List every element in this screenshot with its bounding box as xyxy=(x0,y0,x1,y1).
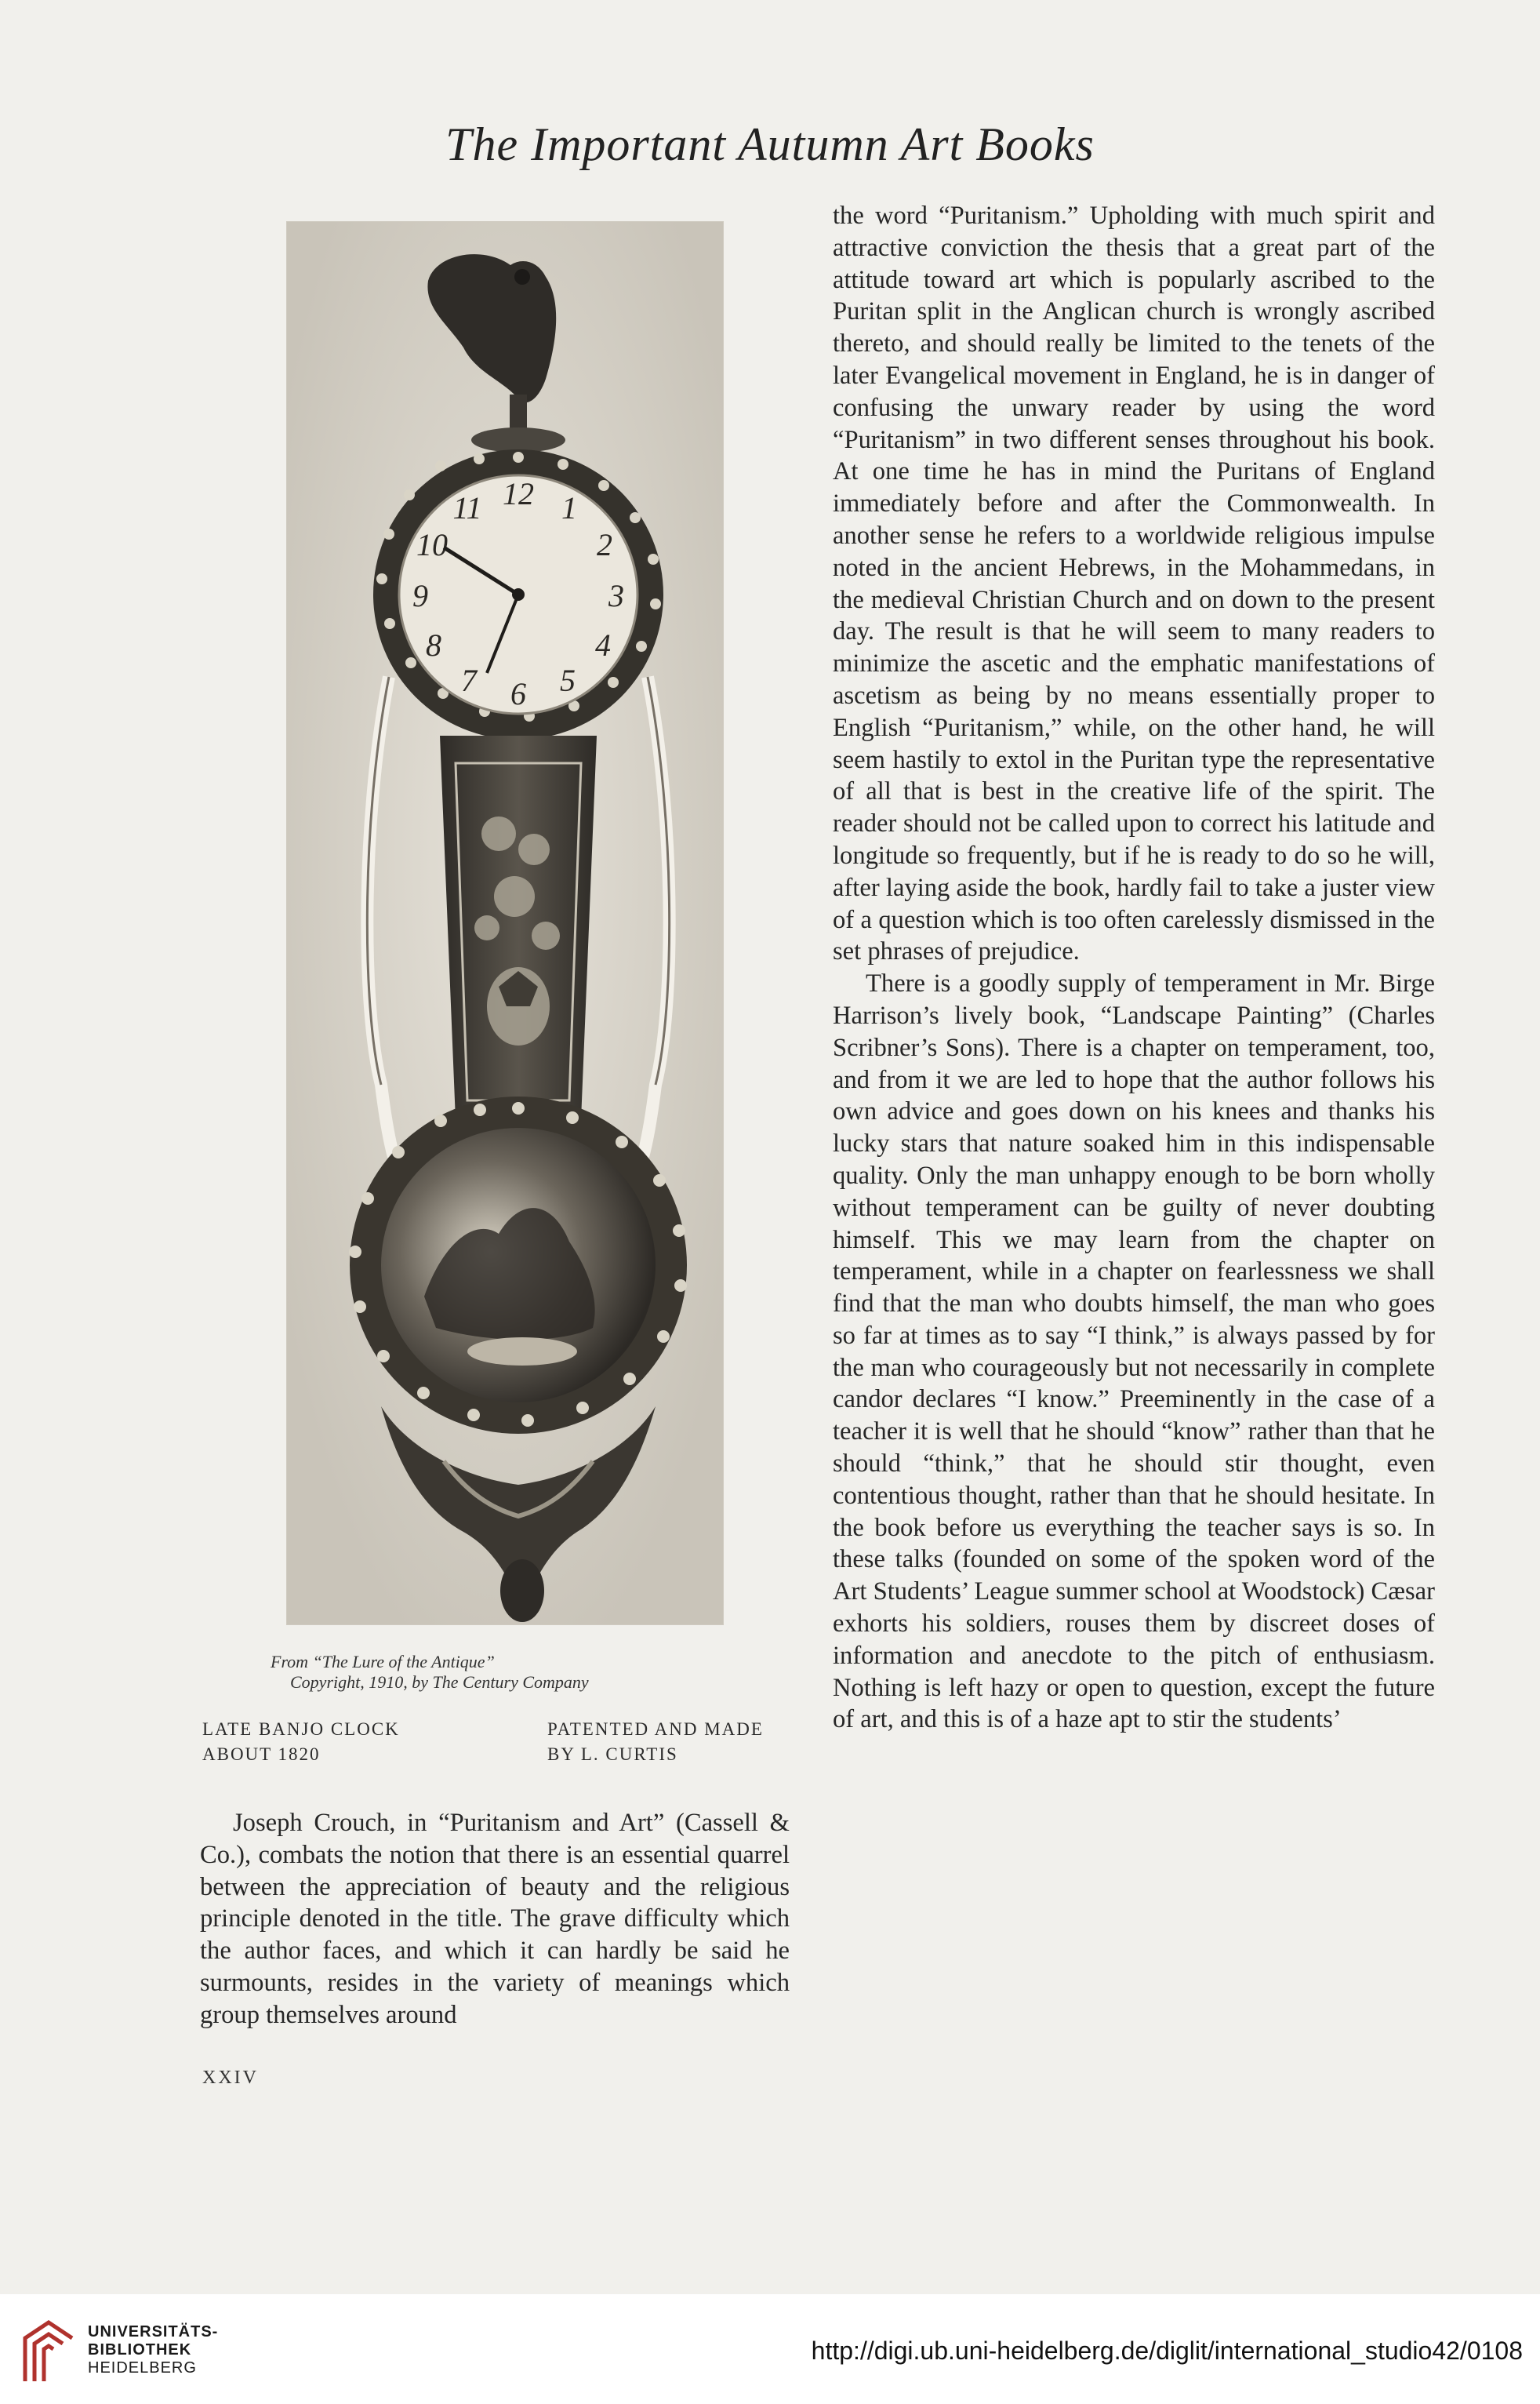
library-name xyxy=(88,2323,218,2377)
svg-text:4: 4 xyxy=(595,627,611,663)
right-column-paragraph-2: There is a goodly supply of temperament in Mr. Birge Harrison’s lively book, “Landscape Painting” (Charles Scribner’s Sons). There is a chapter on temperament, too, and from it we are led to hope that the author follows his own advice and goes down on his knees and thanks his lucky stars that nature soaked him in this indispensable quality. Only the man unhappy enough to be born wholly without temperament can be guilty of never doubting himself. This we may learn from the chapter on temperament, while in a chapter on fearlessness we shall find that the man who doubts himself, the man who goes so far at times as to say “I think,” is always passed by for the man who courageously but not necessarily in complete candor declares “I know.” Preeminently in the case of a teacher it is well that he should “know” rather than that he should “think,” that he should stir thought, even contentious thought, rather than that he should hesitate. In the book before us everything the teacher says is so. In these talks (founded on some of the spoken word of the Art Students’ League summer school at Woodstock) Cæsar exhorts his soldiers, rouses them by discreet doses of information and anecdote to the pitch of enthusiasm. Nothing is left hazy or open to question, except the future of art, and this is of a haze apt to stir the students’ xyxy=(833,969,1435,1734)
library-line3: HEIDELBERG xyxy=(88,2359,197,2377)
credit-source: From “The Lure of the Antique” xyxy=(271,1652,495,1671)
running-head: The Important Autumn Art Books xyxy=(445,118,1095,170)
heidelberg-library-logo-icon xyxy=(17,2315,80,2385)
svg-text:7: 7 xyxy=(461,663,477,698)
credit-copyright: Copyright, 1910, by The Century Company xyxy=(290,1672,589,1692)
left-column-paragraph: Joseph Crouch, in “Puritanism and Art” (Cassell & Co.), combats the notion that there is an essential quarrel between the appreciation of beauty and the religious principle denoted in the title. The grave difficulty which the author faces, and which it can hardly be said he surmounts, resides in the variety of meanings which group themselves around xyxy=(200,1809,790,2029)
svg-text:11: 11 xyxy=(452,490,482,526)
library-line2: BIBLIOTHEK xyxy=(88,2341,192,2359)
svg-text:5: 5 xyxy=(560,663,576,698)
caption-left-line1: LATE BANJO CLOCK xyxy=(202,1719,400,1739)
caption-right-line1: PATENTED AND MADE xyxy=(547,1719,764,1739)
svg-text:1: 1 xyxy=(561,490,577,526)
svg-text:6: 6 xyxy=(510,676,526,711)
caption-left-line2: ABOUT 1820 xyxy=(202,1744,321,1764)
caption-right-line2: BY L. CURTIS xyxy=(547,1744,678,1764)
svg-text:9: 9 xyxy=(412,578,428,613)
library-line1: UNIVERSITÄTS- xyxy=(88,2323,219,2340)
svg-text:2: 2 xyxy=(597,527,612,562)
svg-text:12: 12 xyxy=(503,476,534,511)
caption-left xyxy=(202,1717,400,1767)
svg-text:8: 8 xyxy=(426,627,441,663)
right-column-paragraph-1: the word “Puritanism.” Upholding with much spirit and attractive conviction the thesis that a great part of the attitude toward art which is popularly ascribed to the Puritan split in the Anglican church is wrongly ascribed thereto, and should really be limited to the tenets of the later Evangelical movement in England, he is in danger of confusing the unwary reader by using the word “Puritanism” in two different senses throughout his book. At one time he has in mind the Puritans of England immediately before and after the Commonwealth. In another sense he refers to a worldwide religious impulse noted in the ancient Hebrews, in the Mohammedans, in the medieval Christian Church and on down to the present day. The result is that he will seem to many readers to minimize the ascetic and the emphatic manifestations of ascetism as being by no means essentially proper to English “Puritanism,” while, on the other hand, he will seem hastily to extol in the Puritan type the representative of all that is best in the creative life of the spirit. The reader should not be called upon to correct his latitude and longitude so frequently, but if he is ready to do so he will, after laying aside the book, hardly fail to take a juster view of a question which is too often carelessly dismissed in the set phrases of prejudice. xyxy=(833,202,1435,966)
page-number: XXIV xyxy=(202,2068,259,2088)
source-url-link[interactable]: http://digi.ub.uni-heidelberg.de/diglit/international_studio42/0108 xyxy=(811,2337,1523,2365)
library-footer xyxy=(0,2294,1540,2404)
svg-text:3: 3 xyxy=(608,578,624,613)
right-column xyxy=(833,200,1435,1736)
left-column xyxy=(200,1807,790,2031)
caption-right xyxy=(547,1717,764,1767)
svg-text:10: 10 xyxy=(416,527,448,562)
banjo-clock-illustration xyxy=(287,222,723,1624)
banjo-clock-plate xyxy=(286,221,724,1625)
plate-credit xyxy=(271,1652,710,1693)
